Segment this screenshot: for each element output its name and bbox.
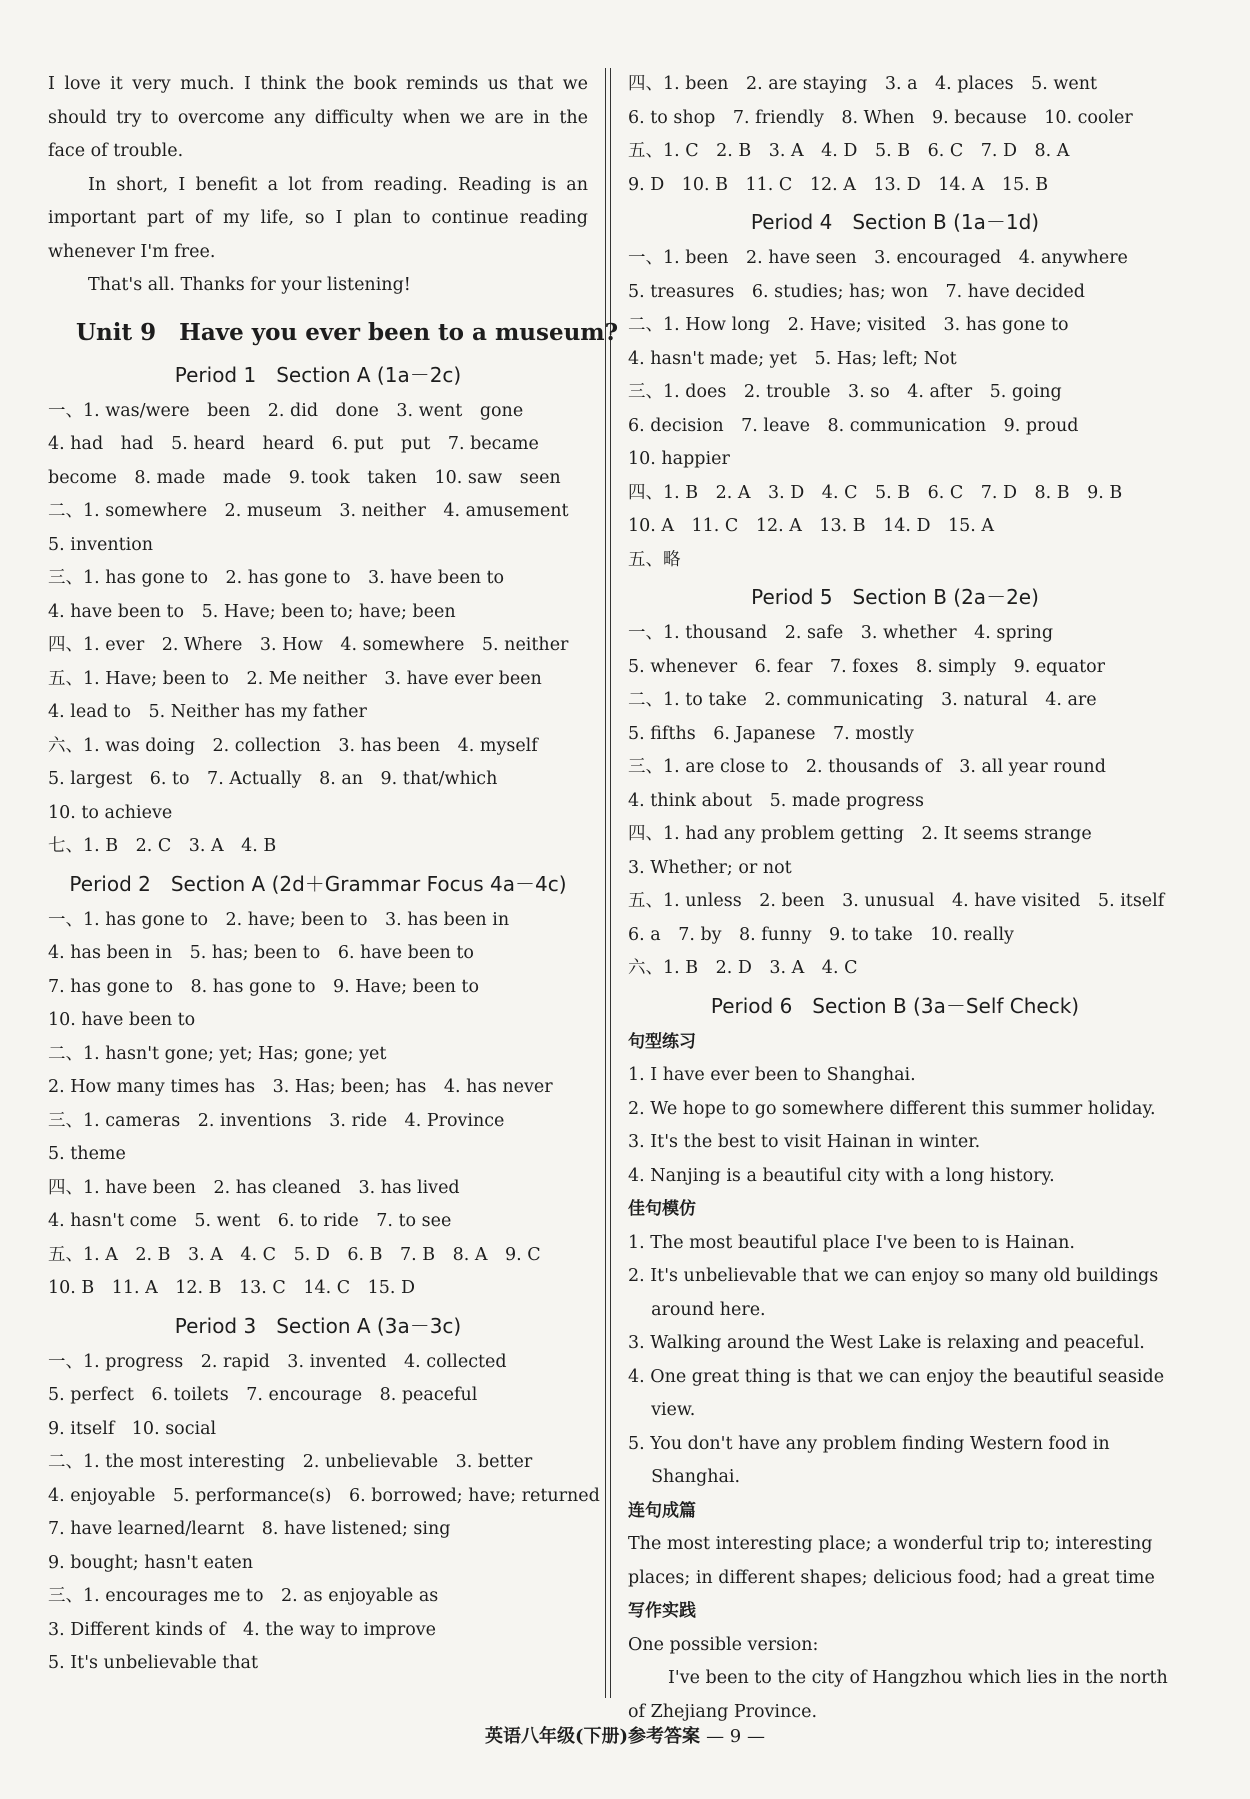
answer-line: become 8. made made 9. took taken 10. saw seen [48, 467, 561, 488]
answer-line: 一、1. been 2. have seen 3. encouraged 4. anywhere [628, 248, 1128, 268]
answer-line: 5. whenever 6. fear 7. foxes 8. simply 9. equator [628, 656, 1106, 677]
page-footer [0, 1722, 1250, 1748]
answer-line: 一、1. thousand 2. safe 3. whether 4. spring [628, 623, 1054, 643]
sentence-practice-answers [628, 1059, 1162, 1193]
answer-line: 10. to achieve [48, 802, 173, 823]
period-4-answers [628, 242, 1162, 577]
answer-line: 6. a 7. by 8. funny 9. to take 10. really [628, 924, 1014, 945]
unit-title: Unit 9 Have you ever been to a museum? [76, 318, 619, 346]
answer-line: 4. One great thing is that we can enjoy the beautiful seaside [628, 1366, 1165, 1387]
answer-line: 7. has gone to 8. has gone to 9. Have; been to [48, 976, 479, 997]
period-4-title: Period 4 Section B (1a－1d) [750, 210, 1040, 234]
answer-line: 6. to shop 7. friendly 8. When 9. because 10. cooler [628, 107, 1133, 128]
answer-line: 5. largest 6. to 7. Actually 8. an 9. that/which [48, 769, 498, 789]
answer-line: around here. [628, 1299, 766, 1320]
answer-line: 5. treasures 6. studies; has; won 7. have decided [628, 281, 1085, 302]
period-3-answers [48, 1346, 600, 1681]
period-1-answers [48, 395, 588, 864]
answer-line: places; in different shapes; delicious food; had a great time [628, 1567, 1155, 1588]
answer-line: Shanghai. [628, 1467, 741, 1487]
answer-line: 二、1. How long 2. Have; visited 3. has gone to [628, 315, 1069, 335]
right-column [628, 68, 1168, 1729]
period-2-answers [48, 904, 588, 1306]
sentence-linking-label: 连句成篇 [628, 1500, 696, 1521]
left-column [48, 68, 619, 1681]
intro-paragraph-2: In short, I benefit a lot from reading. Reading is an important part of my life, so I plan to continue reading whenever I'm free. [48, 174, 588, 262]
answer-line: 4. Nanjing is a beautiful city with a long history. [628, 1165, 1055, 1186]
answer-line: 4. have been to 5. Have; been to; have; been [48, 601, 456, 622]
answer-line: 3. Different kinds of 4. the way to improve [48, 1619, 437, 1640]
answer-line: 一、1. has gone to 2. have; been to 3. has been in [48, 909, 510, 930]
answer-line: 一、1. was/were been 2. did done 3. went gone [48, 400, 524, 421]
answer-line: 三、1. does 2. trouble 3. so 4. after 5. going [628, 382, 1062, 402]
answer-line: 三、1. are close to 2. thousands of 3. all year round [628, 757, 1106, 777]
column-divider [605, 68, 611, 1698]
intro-paragraph-1: I love it very much. I think the book reminds us that we should try to overcome any difficulty when we are in the face of trouble. [48, 74, 588, 161]
answer-line: 9. itself 10. social [48, 1418, 217, 1439]
footer-title: 英语八年级(下册)参考答案 [485, 1726, 701, 1747]
answer-line: 5. invention [48, 534, 154, 555]
answer-line: I've been to the city of Hangzhou which lies in the north [668, 1668, 1168, 1688]
answer-line: 4. lead to 5. Neither has my father [48, 702, 367, 722]
answer-line: 3. Whether; or not [628, 857, 792, 878]
answer-line: 2. We hope to go somewhere different this summer holiday. [628, 1098, 1156, 1119]
writing-practice-answers [628, 1629, 1168, 1730]
period-5-answers [628, 617, 1165, 986]
period-3-title: Period 3 Section A (3a－3c) [174, 1313, 462, 1338]
answer-line: 3. It's the best to visit Hainan in winter. [628, 1132, 981, 1152]
period-2-title: Period 2 Section A (2d＋Grammar Focus 4a－4c) [69, 871, 567, 896]
answer-line: 5. You don't have any problem finding Western food in [628, 1433, 1110, 1454]
answer-line: 7. have learned/learnt 8. have listened; sing [48, 1519, 451, 1539]
answer-line: 四、1. had any problem getting 2. It seems strange [628, 824, 1092, 844]
answer-line: 四、1. B 2. A 3. D 4. C 5. B 6. C 7. D 8. B 9. B [628, 482, 1123, 503]
answer-line: 5. perfect 6. toilets 7. encourage 8. peaceful [48, 1385, 478, 1405]
answer-line: 六、1. was doing 2. collection 3. has been 4. myself [48, 735, 538, 756]
answer-line: 5. theme [48, 1144, 126, 1164]
answer-line: 10. B 11. A 12. B 13. C 14. C 15. D [48, 1278, 416, 1298]
answer-line: 五、略 [628, 549, 681, 570]
intro-paragraph-3: That's all. Thanks for your listening! [88, 275, 411, 295]
answer-line: 2. How many times has 3. Has; been; has 4. has never [48, 1077, 553, 1097]
answer-line: 10. A 11. C 12. A 13. B 14. D 15. A [628, 516, 995, 536]
answer-line: 10. have been to [48, 1010, 196, 1030]
answer-line: 4. hasn't come 5. went 6. to ride 7. to see [48, 1211, 452, 1231]
answer-line: 五、1. A 2. B 3. A 4. C 5. D 6. B 7. B 8. A 9. C [48, 1244, 541, 1265]
answer-line: 三、1. cameras 2. inventions 3. ride 4. Province [48, 1110, 505, 1131]
answer-line: 五、1. unless 2. been 3. unusual 4. have visited 5. itself [628, 891, 1165, 911]
answer-line: 四、1. have been 2. has cleaned 3. has lived [48, 1177, 460, 1198]
answer-line: 1. The most beautiful place I've been to is Hainan. [628, 1232, 1075, 1253]
answer-line: One possible version: [628, 1634, 819, 1655]
answer-line: 3. Walking around the West Lake is relaxing and peaceful. [628, 1333, 1145, 1353]
answer-line: 2. It's unbelievable that we can enjoy so many old buildings [628, 1266, 1159, 1286]
period-6-title: Period 6 Section B (3a－Self Check) [710, 993, 1080, 1018]
period-1-title: Period 1 Section A (1a－2c) [174, 362, 462, 387]
answer-line: 5. fifths 6. Japanese 7. mostly [628, 723, 914, 744]
sentence-practice-label: 句型练习 [628, 1031, 696, 1052]
answer-line: 10. happier [628, 449, 730, 469]
answer-line: 七、1. B 2. C 3. A 4. B [48, 836, 277, 856]
answer-line: 9. bought; hasn't eaten [48, 1552, 254, 1573]
period-3-answers-cont [628, 68, 1162, 202]
sentence-linking-answers [628, 1528, 1162, 1595]
answer-line: 1. I have ever been to Shanghai. [628, 1065, 916, 1085]
answer-line: 一、1. progress 2. rapid 3. invented 4. collected [48, 1351, 507, 1372]
answer-line: 二、1. somewhere 2. museum 3. neither 4. amusement [48, 501, 569, 521]
period-5-title: Period 5 Section B (2a－2e) [751, 585, 1039, 609]
answer-line: 六、1. B 2. D 3. A 4. C [628, 958, 858, 978]
answer-line: 4. had had 5. heard heard 6. put put 7. became [48, 434, 539, 454]
sentence-imitation-label: 佳句模仿 [628, 1199, 696, 1219]
answer-line: 4. hasn't made; yet 5. Has; left; Not [628, 348, 957, 369]
answer-line: 五、1. C 2. B 3. A 4. D 5. B 6. C 7. D 8. A [628, 141, 1070, 161]
answer-line: 4. enjoyable 5. performance(s) 6. borrowed; have; returned [48, 1485, 600, 1506]
answer-line: of Zhejiang Province. [628, 1701, 818, 1722]
answer-line: 四、1. ever 2. Where 3. How 4. somewhere 5. neither [48, 635, 569, 655]
sentence-imitation-answers [628, 1227, 1165, 1495]
answer-line: 二、1. the most interesting 2. unbelievable 3. better [48, 1452, 533, 1472]
writing-practice-label: 写作实践 [628, 1601, 696, 1621]
answer-line: 三、1. has gone to 2. has gone to 3. have been to [48, 568, 505, 588]
answer-line: 5. It's unbelievable that [48, 1653, 259, 1673]
answer-line: 四、1. been 2. are staying 3. a 4. places 5. went [628, 74, 1098, 94]
answer-line: view. [628, 1400, 696, 1420]
answer-line: 4. has been in 5. has; been to 6. have been to [48, 943, 474, 963]
answer-line: The most interesting place; a wonderful trip to; interesting [628, 1534, 1153, 1554]
answer-line: 4. think about 5. made progress [628, 790, 924, 811]
answer-line: 三、1. encourages me to 2. as enjoyable as [48, 1586, 439, 1606]
answer-line: 二、1. to take 2. communicating 3. natural 4. are [628, 690, 1097, 710]
answer-line: 9. D 10. B 11. C 12. A 13. D 14. A 15. B [628, 174, 1049, 195]
answer-line: 五、1. Have; been to 2. Me neither 3. have ever been [48, 668, 542, 689]
answer-line: 二、1. hasn't gone; yet; Has; gone; yet [48, 1043, 387, 1064]
answer-line: 6. decision 7. leave 8. communication 9. proud [628, 415, 1079, 436]
page-number: — 9 — [706, 1726, 765, 1747]
